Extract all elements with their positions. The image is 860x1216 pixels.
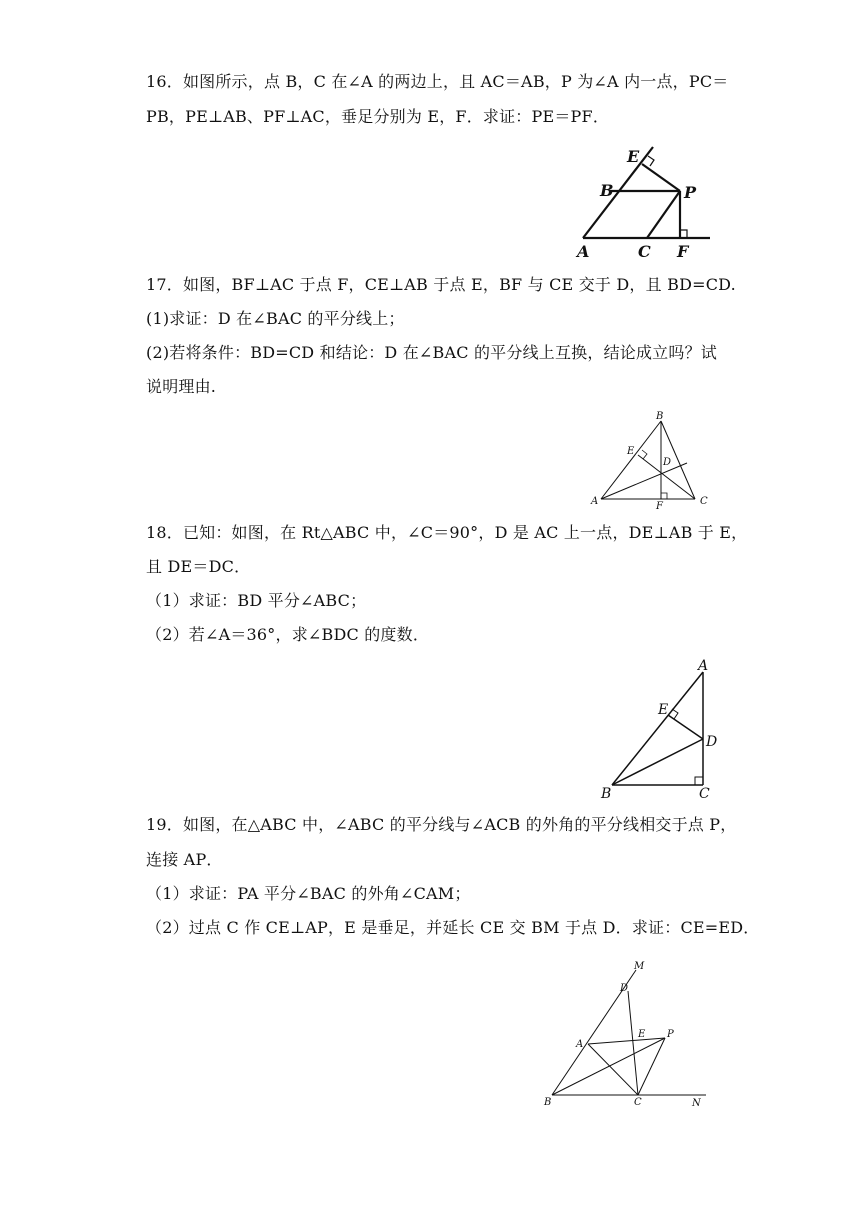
q17-label-F: F (656, 501, 663, 512)
q17-label-D: D (663, 457, 672, 468)
q16-figure (568, 143, 718, 263)
q19-label-M: M (634, 961, 645, 972)
q17-text-line3: (2)若将条件：BD=CD 和结论：D 在∠BAC 的平分线上互换，结论成立吗？试 (146, 343, 717, 362)
q17-label-A: A (591, 496, 599, 507)
q19-text-line3: （1）求证：PA 平分∠BAC 的外角∠CAM； (146, 884, 471, 903)
q18-text-line4: （2）若∠A＝36°，求∠BDC 的度数． (146, 625, 430, 644)
q16-label-P: P (684, 183, 697, 202)
q17-label-C: C (700, 496, 708, 507)
q18-text-line1: 18．已知：如图，在 Rt△ABC 中，∠C＝90°，D 是 AC 上一点，DE⊥AB 于 E， (146, 523, 748, 542)
q16-label-B: B (600, 181, 614, 200)
q18-text-line3: （1）求证：BD 平分∠ABC； (146, 591, 367, 610)
q17-text-line1: 17．如图，BF⊥AC 于点 F，CE⊥AB 于点 E，BF 与 CE 交于 D，且 BD=CD. (146, 275, 736, 294)
q18-figure (596, 656, 721, 801)
q19-text-line4: （2）过点 C 作 CE⊥AP，E 是垂足，并延长 CE 交 BM 于点 D．求证：CE=ED． (146, 918, 760, 937)
q17-text-line4: 说明理由. (146, 377, 217, 396)
q16-label-C: C (638, 242, 651, 261)
q19-text-line1: 19．如图，在△ABC 中，∠ABC 的平分线与∠ACB 的外角的平分线相交于点 P， (146, 815, 737, 834)
q16-text-line2: PB，PE⊥AB、PF⊥AC，垂足分别为 E，F．求证：PE＝PF． (146, 107, 610, 126)
q19-label-E: E (638, 1029, 646, 1040)
q19-label-B: B (544, 1097, 552, 1108)
q17-label-B: B (656, 411, 664, 422)
q18-label-D: D (706, 734, 718, 750)
q16-label-E: E (627, 147, 640, 166)
q18-label-A: A (698, 658, 709, 674)
q18-text-line2: 且 DE＝DC． (146, 557, 251, 576)
q17-figure (585, 407, 715, 512)
q18-label-B: B (601, 786, 612, 801)
q19-label-D: D (620, 983, 629, 994)
q17-label-E: E (627, 446, 635, 457)
q16-label-F: F (677, 242, 689, 261)
q19-label-A: A (576, 1039, 584, 1050)
q19-label-C: C (634, 1097, 642, 1108)
q16-label-A: A (577, 242, 590, 261)
q18-label-E: E (658, 702, 669, 718)
q19-label-P: P (667, 1029, 674, 1040)
q19-figure (538, 958, 718, 1113)
q19-label-N: N (692, 1098, 701, 1109)
q18-label-C: C (699, 786, 710, 801)
q17-text-line2: (1)求证：D 在∠BAC 的平分线上； (146, 309, 405, 328)
q16-text-line1: 16．如图所示，点 B，C 在∠A 的两边上，且 AC＝AB，P 为∠A 内一点，PC＝ (146, 72, 729, 91)
q19-text-line2: 连接 AP． (146, 850, 223, 869)
